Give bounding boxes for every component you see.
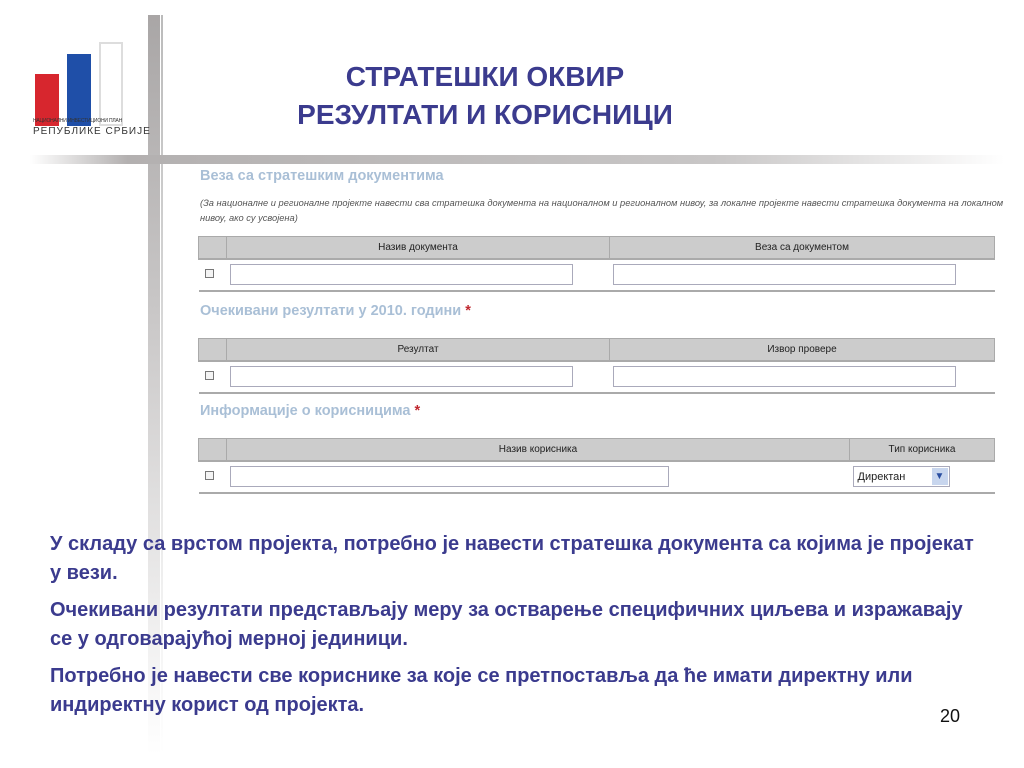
verification-source-input[interactable]	[613, 366, 956, 387]
section-heading-beneficiaries	[200, 403, 420, 419]
slide-body	[50, 530, 980, 728]
slide-title	[250, 58, 720, 134]
logo	[30, 20, 151, 150]
header-blank	[199, 439, 227, 461]
decor-horizontal-bar	[30, 155, 1005, 164]
logo-blue-bar	[67, 54, 91, 126]
beneficiaries-table	[198, 438, 995, 494]
table-row	[199, 259, 995, 291]
header-blank	[199, 339, 227, 361]
result-input[interactable]	[230, 366, 573, 387]
header-blank	[199, 237, 227, 259]
col-header-beneficiary-type: Тип корисника	[850, 439, 995, 461]
logo-text-line1: НАЦИОНАЛНИ ИНВЕСТИЦИОНИ ПЛАН	[33, 118, 123, 124]
col-header-document-name: Назив документа	[227, 237, 610, 259]
table-row	[199, 361, 995, 393]
section-heading-strategic-docs	[200, 168, 444, 184]
title-line1: СТРАТЕШКИ ОКВИР	[345, 61, 625, 92]
logo-text-line2: РЕПУБЛИКЕ СРБИЈЕ	[33, 126, 151, 137]
selected-value: Директан	[857, 470, 906, 483]
paragraph-1: У складу са врстом пројекта, потребно је навести стратешка документа са којима је пројекат у вези.	[50, 533, 974, 584]
chevron-down-icon[interactable]: ▼	[932, 468, 948, 485]
required-marker: *	[414, 403, 421, 419]
table-row	[199, 461, 995, 493]
title-line2: РЕЗУЛТАТИ И КОРИСНИЦИ	[297, 99, 673, 130]
col-header-verification-source: Извор провере	[610, 339, 995, 361]
heading-text: Веза са стратешким документима	[200, 168, 444, 184]
col-header-result: Резултат	[227, 339, 610, 361]
document-name-input[interactable]	[230, 264, 573, 285]
logo-white-bar	[99, 42, 123, 126]
beneficiary-type-select[interactable]	[853, 466, 950, 487]
strategic-docs-table	[198, 236, 995, 292]
heading-text: Очекивани резултати у 2010. години	[200, 303, 462, 319]
row-select-checkbox[interactable]	[205, 471, 214, 480]
expected-results-table	[198, 338, 995, 394]
paragraph-2: Очекивани резултати представљају меру за остварење специфичних циљева и изражавају се у одговарајућој мерној јединици.	[50, 599, 963, 650]
section-heading-expected-results	[200, 303, 471, 319]
row-select-checkbox[interactable]	[205, 269, 214, 278]
heading-text: Информације о корисницима	[200, 403, 411, 419]
paragraph-3: Потребно је навести све кориснике за које се претпоставља да ће имати директну или индиректну корист од пројекта.	[50, 665, 913, 716]
col-header-beneficiary-name: Назив корисника	[227, 439, 850, 461]
section-note: (За националне и регионалне пројекте навести сва стратешка документа на националном и регионалном нивоу, за локалне пројекте навести стратешка документа на локалном нивоу, ако су усвојена)	[200, 198, 1004, 223]
row-select-checkbox[interactable]	[205, 371, 214, 380]
beneficiary-name-input[interactable]	[230, 466, 669, 487]
col-header-document-link: Веза са документом	[610, 237, 995, 259]
page-number: 20	[940, 706, 961, 726]
required-marker: *	[465, 303, 471, 319]
document-link-input[interactable]	[613, 264, 956, 285]
